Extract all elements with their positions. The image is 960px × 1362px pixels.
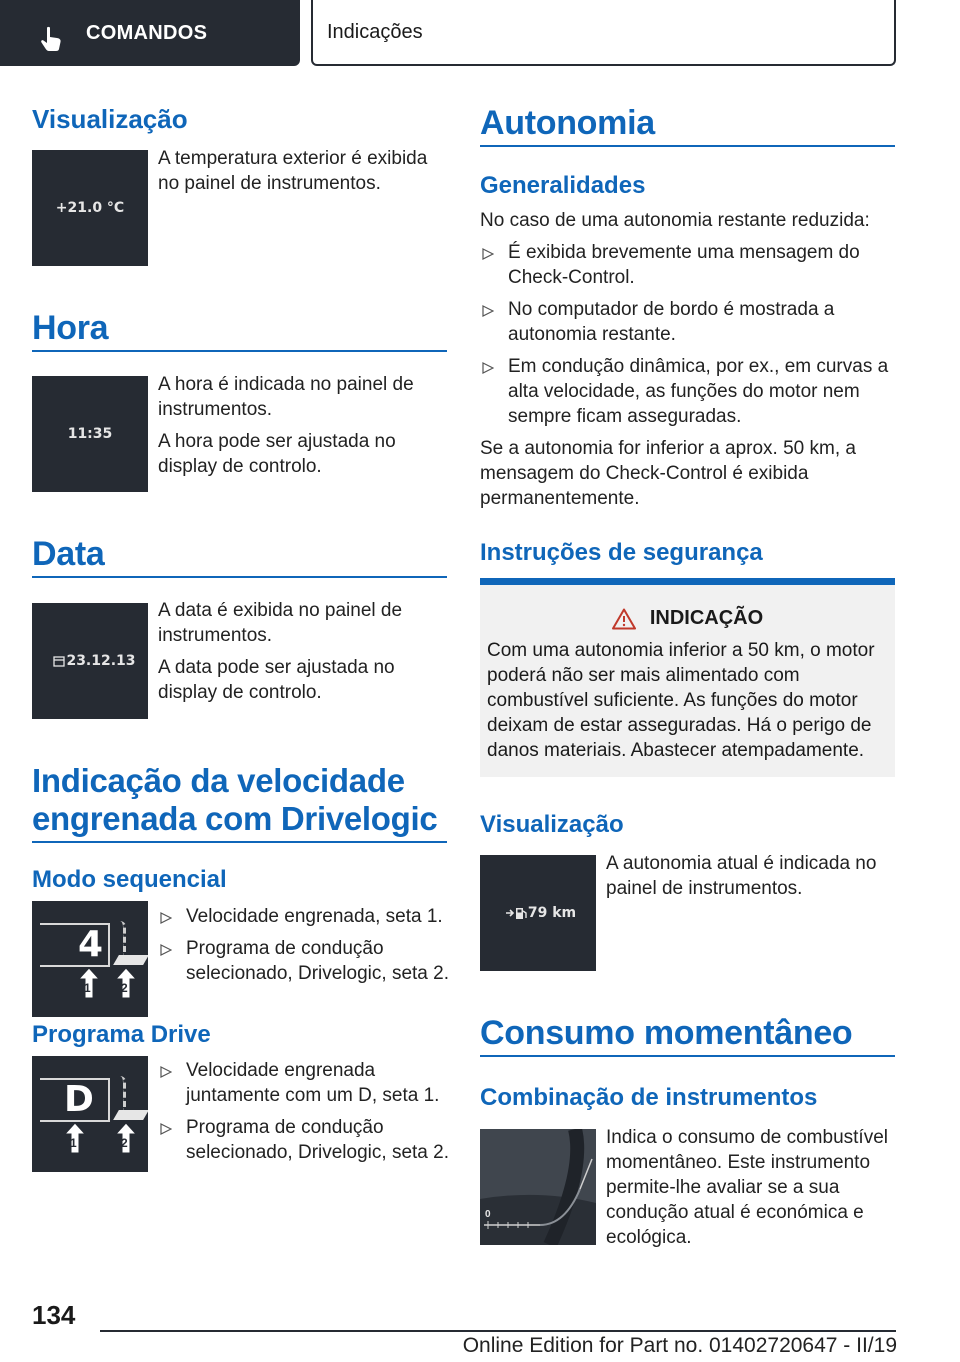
arrow1-label: 1 xyxy=(70,1136,77,1150)
sequential-gear-image xyxy=(32,901,148,1017)
list-item xyxy=(158,1115,453,1165)
list-item xyxy=(480,297,895,347)
bullet-triangle-icon xyxy=(482,248,494,260)
heading-data: Data xyxy=(32,535,105,573)
bullet-text: Programa de condução selecionado, Drivelogic, seta 2. xyxy=(186,938,449,984)
arrow2-label: 2 xyxy=(121,1136,128,1150)
consumption-gauge-image xyxy=(480,1129,596,1245)
warning-title-text: INDICAÇÃO xyxy=(649,607,764,629)
footer-divider xyxy=(100,1330,896,1332)
list-item xyxy=(480,240,895,290)
heading-combinacao: Combinação de instrumentos xyxy=(480,1084,818,1111)
program-marker xyxy=(113,1110,148,1120)
section-header xyxy=(311,0,896,66)
data-p1: A data é exibida no painel de instrumentos. xyxy=(158,600,403,646)
warning-triangle-icon xyxy=(612,608,636,630)
data-text xyxy=(158,598,448,712)
heading-hora: Hora xyxy=(32,309,109,347)
temperature-readout: +21.0 °C xyxy=(55,200,125,216)
arrow1-label: 1 xyxy=(84,981,91,995)
list-item xyxy=(158,936,453,986)
gear-number: 4 xyxy=(78,924,104,965)
drive-gear-image xyxy=(32,1056,148,1172)
drive-bullets xyxy=(158,1058,453,1172)
bullet-text: Velocidade engrenada, seta 1. xyxy=(186,906,443,927)
heading-indicacao xyxy=(32,762,437,838)
bullet-triangle-icon xyxy=(482,305,494,317)
range-display-image xyxy=(480,855,596,971)
generalidades-body xyxy=(480,208,895,518)
gauge-zero-label: 0 xyxy=(485,1209,491,1220)
divider xyxy=(480,1055,895,1057)
heading-generalidades: Generalidades xyxy=(480,172,646,199)
heading-modo-sequencial: Modo sequencial xyxy=(32,866,227,893)
bullet-triangle-icon xyxy=(160,944,172,956)
divider xyxy=(32,350,447,352)
bullet-triangle-icon xyxy=(160,912,172,924)
list-item xyxy=(158,1058,453,1108)
bullet-triangle-icon xyxy=(482,362,494,374)
section-label: Indicações xyxy=(327,20,423,43)
combinacao-text: Indica o consumo de combustível momentâneo. Este instrumento permite-lhe avaliar se a sua condução atual é económica e ecológica. xyxy=(606,1127,888,1248)
bullet-triangle-icon xyxy=(160,1066,172,1078)
heading-indicacao-line2: engrenada com Drivelogic xyxy=(32,800,438,837)
hora-text xyxy=(158,372,448,486)
heading-consumo: Consumo momentâneo xyxy=(480,1014,853,1052)
warning-box xyxy=(480,578,895,777)
temperature-display-image xyxy=(32,150,148,266)
chapter-tab-label: COMANDOS xyxy=(86,21,208,44)
heading-instrucoes-seguranca: Instruções de segurança xyxy=(480,539,763,566)
generalidades-intro: No caso de uma autonomia restante reduzida: xyxy=(480,210,870,231)
date-display-image xyxy=(32,603,148,719)
chapter-tab[interactable] xyxy=(0,0,300,66)
arrow2-label: 2 xyxy=(121,981,128,995)
generalidades-outro: Se a autonomia for inferior a aprox. 50 km, a mensagem do Check-Control é exibida permanentemente. xyxy=(480,438,856,509)
divider xyxy=(32,841,447,843)
heading-visualizacao: Visualização xyxy=(32,104,188,134)
warning-bar xyxy=(480,578,895,585)
hora-p2: A hora pode ser ajustada no display de controlo. xyxy=(158,431,396,477)
date-readout: 23.12.13 xyxy=(66,653,136,669)
warning-title xyxy=(480,607,895,630)
heading-autonomia: Autonomia xyxy=(480,104,655,142)
data-p2: A data pode ser ajustada no display de controlo. xyxy=(158,657,395,703)
warning-text: Com uma autonomia inferior a 50 km, o motor poderá não ser mais alimentado com combustível suficiente. As funções do motor deixam de estar asseguradas. Há o perigo de danos materiais. Abastecer atempadamente. xyxy=(487,640,875,761)
consumption-gauge xyxy=(480,1129,596,1245)
hora-p1: A hora é indicada no painel de instrumentos. xyxy=(158,374,414,420)
program-marker xyxy=(113,955,148,965)
gear-letter: D xyxy=(64,1079,94,1120)
list-item xyxy=(158,904,453,929)
bullet-text: Em condução dinâmica, por ex., em curvas a alta velocidade, as funções do motor nem sempre ficam asseguradas. xyxy=(508,356,889,427)
hand-pointer-icon xyxy=(40,26,62,52)
divider xyxy=(480,145,895,147)
page-number: 134 xyxy=(32,1300,76,1330)
divider xyxy=(32,576,447,578)
clock-readout: 11:35 xyxy=(67,426,113,442)
visualizacao-autonomia-text: A autonomia atual é indicada no painel de instrumentos. xyxy=(606,853,877,899)
clock-display-image xyxy=(32,376,148,492)
list-item xyxy=(480,354,895,429)
modo-bullets xyxy=(158,904,453,993)
range-readout: 79 km xyxy=(527,905,577,921)
heading-programa-drive: Programa Drive xyxy=(32,1021,211,1048)
bullet-text: Velocidade engrenada juntamente com um D, seta 1. xyxy=(186,1060,440,1106)
footer-edition: Online Edition for Part no. 01402720647 - II/19 xyxy=(462,1334,897,1357)
bullet-text: É exibida brevemente uma mensagem do Check-Control. xyxy=(508,242,860,288)
bullet-text: No computador de bordo é mostrada a autonomia restante. xyxy=(508,299,835,345)
heading-visualizacao-autonomia: Visualização xyxy=(480,811,624,838)
bullet-triangle-icon xyxy=(160,1123,172,1135)
heading-indicacao-line1: Indicação da velocidade xyxy=(32,762,405,799)
visualizacao-text: A temperatura exterior é exibida no painel de instrumentos. xyxy=(158,148,428,194)
bullet-text: Programa de condução selecionado, Drivelogic, seta 2. xyxy=(186,1117,449,1163)
